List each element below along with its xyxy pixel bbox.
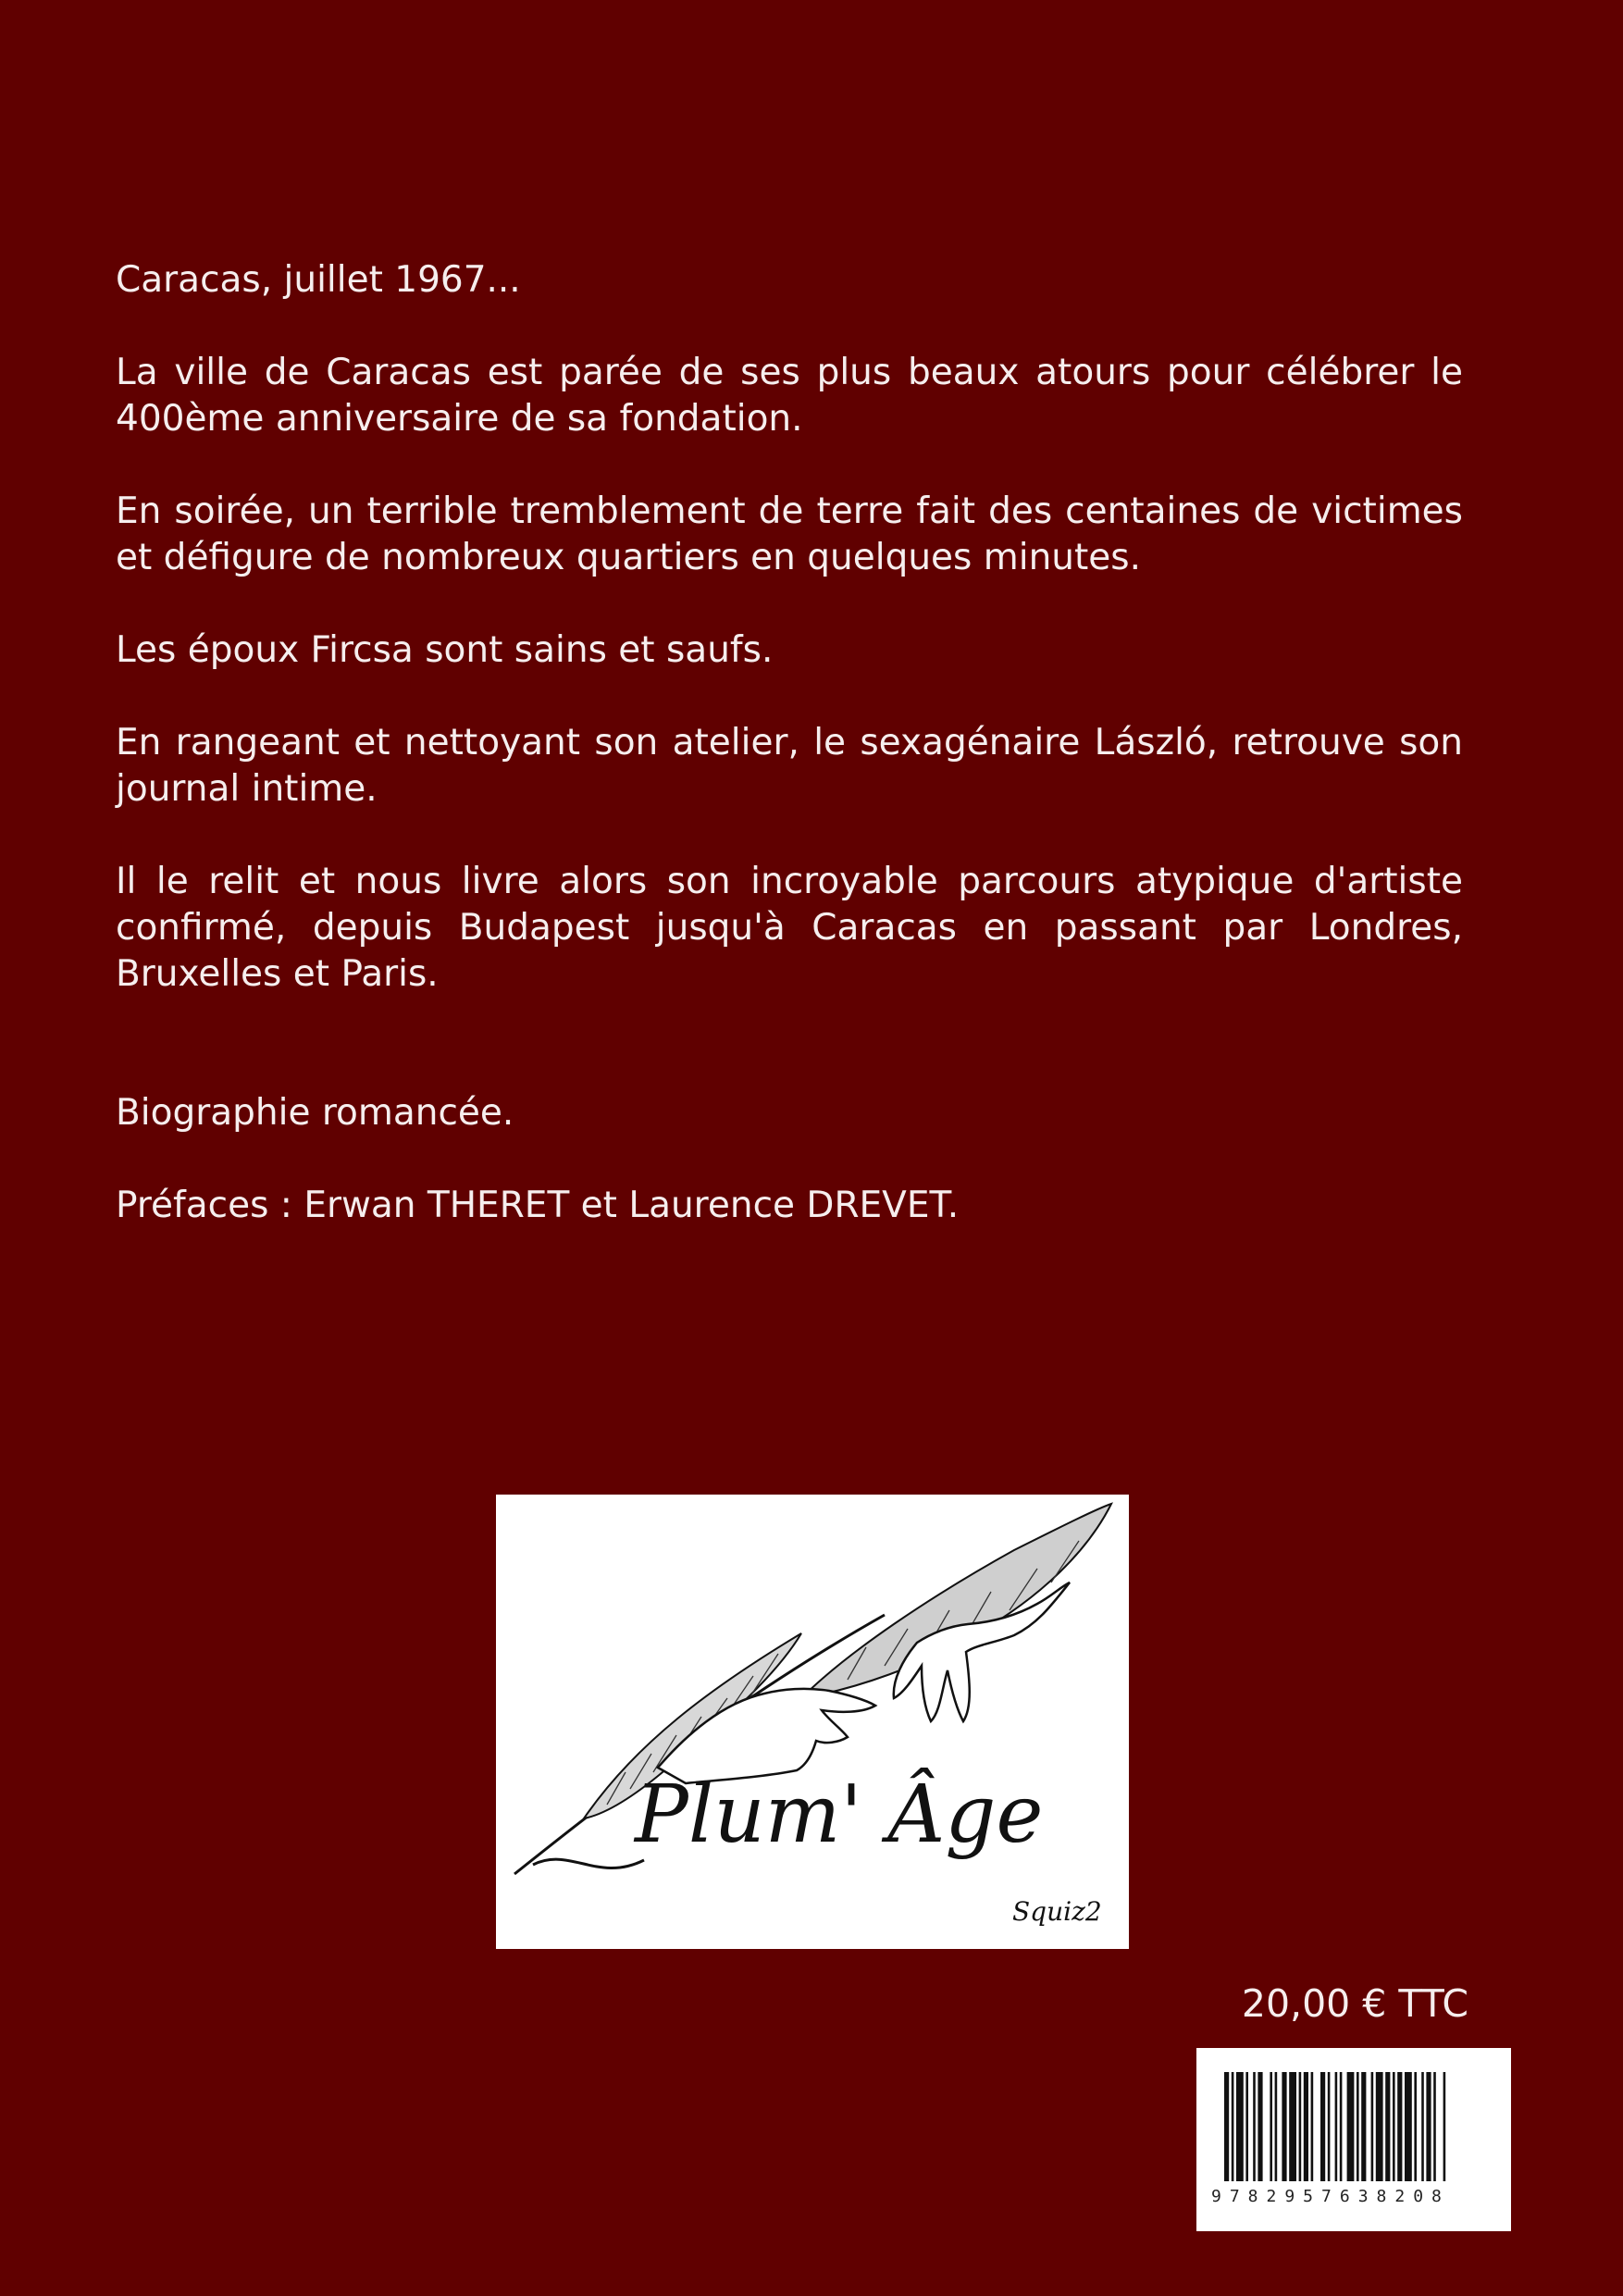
- blurb-paragraph: Il le relit et nous livre alors son incroyable parcours atypique d'artiste confirmé, depuis Budapest jusqu'à Caracas en passant par Londres, Bruxelles et Paris.: [116, 861, 1463, 995]
- quill-hands-logo-icon: [496, 1495, 1129, 1949]
- isbn-digits: 9782957638208: [1211, 2187, 1450, 2206]
- blurb-paragraph: En soirée, un terrible tremblement de terre fait des centaines de victimes et défigure de nombreux quartiers en quelques minutes.: [116, 490, 1463, 578]
- logo-wordmark: Plum' Âge: [635, 1769, 1044, 1861]
- back-cover-blurb: [116, 257, 1463, 1275]
- blurb-opening: Caracas, juillet 1967...: [116, 259, 521, 301]
- blurb-paragraph: Les époux Fircsa sont sains et saufs.: [116, 629, 774, 671]
- blurb-paragraph: La ville de Caracas est parée de ses plus beaux atours pour célébrer le 400ème anniversaire de sa fondation.: [116, 352, 1463, 440]
- blurb-paragraph: En rangeant et nettoyant son atelier, le sexagénaire László, retrouve son journal intime.: [116, 722, 1463, 810]
- price-label: 20,00 € TTC: [1241, 1981, 1468, 2026]
- isbn-barcode: [1196, 2048, 1511, 2231]
- artist-signature: Squiz2: [1012, 1896, 1102, 1927]
- publisher-logo: [496, 1495, 1129, 1949]
- genre-label: Biographie romancée.: [116, 1092, 514, 1134]
- prefaces-credit: Préfaces : Erwan THERET et Laurence DREVET.: [116, 1185, 960, 1226]
